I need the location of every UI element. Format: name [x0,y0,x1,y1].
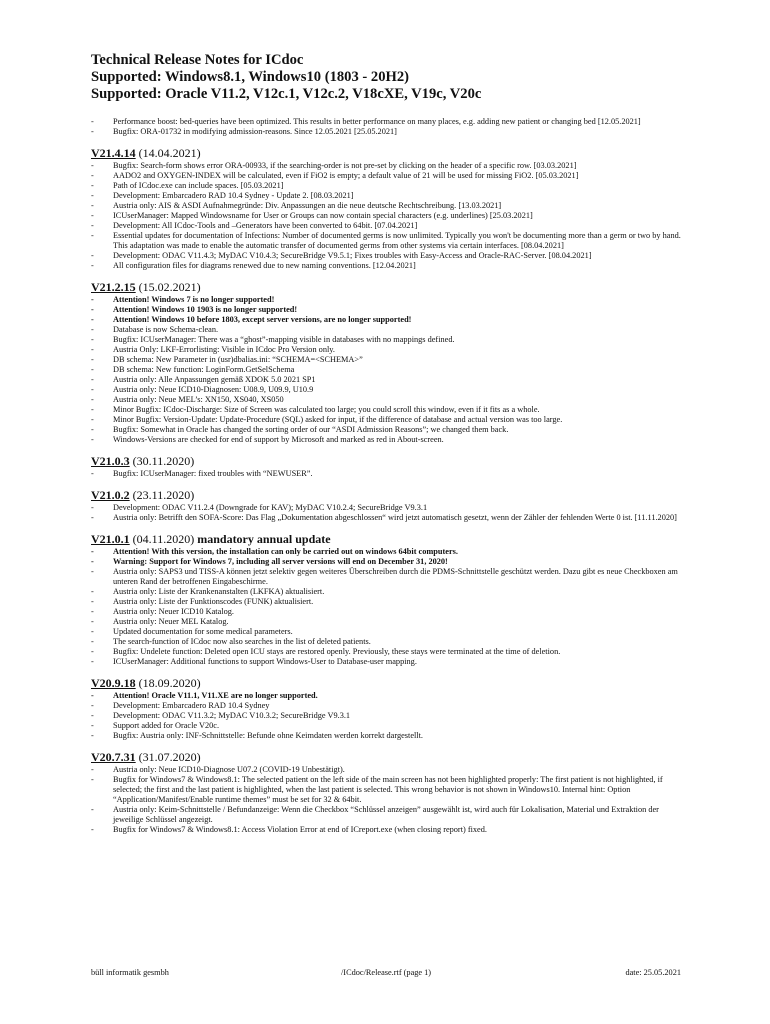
title-line: Supported: Oracle V11.2, V12c.1, V12c.2, V18cXE, V19c, V20c [91,86,482,102]
section-heading [91,532,691,546]
list-item: - Austria only: SAPS3 und TISS-A können jetzt selektiv gegen weiteres Überschreiben durch die PDMS-Schnittstelle geschützt werden. Dazu gibt es neue Checkboxen am unteren Rand der betroffenen Eingabeschirme. [91,567,691,587]
list-item: - Austria only: Betrifft den SOFA-Score: Das Flag „Dokumentation abgeschlossen“ wird jetzt automatisch gesetzt, wenn der Zähler der fehlenden Werte 0 ist. [11.11.2020] [91,513,691,523]
release-section [91,280,691,445]
release-sections [91,146,691,835]
list-item: - Warning: Support for Windows 7, including all server versions will end on December 31, 2020! [91,557,691,567]
list-item: - Attention! Windows 10 before 1803, except server versions, are no longer supported! [91,315,691,325]
list-item: - Development: ODAC V11.3.2; MyDAC V10.3.2; SecureBridge V9.3.1 [91,711,691,721]
list-item: - Attention! Oracle V11.1, V11.XE are no longer supported. [91,691,691,701]
release-date: (15.02.2021) [138,280,201,294]
list-item: - Bugfix for Windows7 & Windows8.1: The selected patient on the left side of the main screen has not been highlighted properly: The first patient is not highlighted, if selected; the first and the last patient is highlighted, when the last patient is selected. This wrong behavior is not shown in Windows10. Internal hint: Option “Application/Manifest/Enable runtime themes” must be set for 32 & 64bit. [91,775,691,805]
list-item: - Essential updates for documentation of Infections: Number of documented germs is now unlimited. Typically you won't be documenting more than a germ or two by hand. This adaptation was made to enable the automatic transfer of documented germs from other systems via certain interfaces. [08.04.2021] [91,231,691,251]
footer-filename: /ICdoc/Release.rtf (page 1) [341,968,432,977]
list-item: - Bugfix: ORA-01732 in modifying admission-reasons. Since 12.05.2021 [25.05.2021] [91,127,691,137]
list-item: - Minor Bugfix: ICdoc-Discharge: Size of Screen was calculated too large; you could scroll this window, even if it fits as a whole. [91,405,691,415]
change-list [91,469,691,479]
release-section [91,532,691,667]
release-date: (31.07.2020) [138,750,201,764]
list-item: - Austria only: Liste der Funktionscodes (FUNK) aktualisiert. [91,597,691,607]
version-number: V21.0.1 [91,532,130,546]
change-list [91,691,691,741]
release-section [91,146,691,271]
section-heading [91,146,691,160]
intro-list [91,117,691,137]
release-date: (18.09.2020) [138,676,201,690]
release-section [91,488,691,523]
list-item: - Bugfix: Undelete function: Deleted open ICU stays are restored openly. Previously, these stays were terminated at the time of deletion. [91,647,691,657]
list-item: - Development: Embarcadero RAD 10.4 Sydney - Update 2. [08.03.2021] [91,191,691,201]
section-heading [91,676,691,690]
change-list [91,503,691,523]
list-item: - Austria only: Neuer MEL Katalog. [91,617,691,627]
list-item: - Bugfix: Somewhat in Oracle has changed the sorting order of our “ASDI Admission Reasons”; we changed them back. [91,425,691,435]
list-item: - DB schema: New Parameter in (usr)dbalias.ini: “SCHEMA=<SCHEMA>” [91,355,691,365]
page-footer [91,968,681,980]
list-item: - Attention! Windows 7 is no longer supported! [91,295,691,305]
list-item: - AADO2 and OXYGEN-INDEX will be calculated, even if FiO2 is empty; a default value of 21 will be used for missing FiO2. [05.03.2021] [91,171,691,181]
list-item: - Austria only: Alle Anpassungen gemäß XDOK 5.0 2021 SP1 [91,375,691,385]
section-heading [91,750,691,764]
release-notes-page [91,52,691,835]
section-heading [91,280,691,294]
change-list [91,161,691,271]
list-item: - Development: Embarcadero RAD 10.4 Sydney [91,701,691,711]
release-date: (23.11.2020) [132,488,195,502]
list-item: - ICUserManager: Mapped Windowsname for User or Groups can now contain special characters (e.g. underlines) [25.03.2021] [91,211,691,221]
version-number: V20.7.31 [91,750,136,764]
list-item: - Development: All ICdoc-Tools and –Generators have been converted to 64bit. [07.04.2021] [91,221,691,231]
release-note-tag: mandatory annual update [197,532,331,546]
list-item: - Attention! Windows 10 1903 is no longer supported! [91,305,691,315]
change-list [91,765,691,835]
list-item: - Bugfix: Austria only: INF-Schnittstelle: Befunde ohne Keimdaten werden korrekt dargestellt. [91,731,691,741]
list-item: - Austria only: Neue ICD10-Diagnose U07.2 (COVID-19 Unbestätigt). [91,765,691,775]
list-item: - Path of ICdoc.exe can include spaces. [05.03.2021] [91,181,691,191]
list-item: - Performance boost: bed-queries have been optimized. This results in better performance on many places, e.g. adding new patient or changing bed [12.05.2021] [91,117,691,127]
release-date: (30.11.2020) [132,454,195,468]
list-item: - ICUserManager: Additional functions to support Windows-User to Database-user mapping. [91,657,691,667]
release-date: (04.11.2020) [132,532,195,546]
list-item: - Development: ODAC V11.2.4 (Downgrade for KAV); MyDAC V10.2.4; SecureBridge V9.3.1 [91,503,691,513]
list-item: - Minor Bugfix: Version-Update: Update-Procedure (SQL) asked for input, if the difference of database and actual version was too large. [91,415,691,425]
list-item: - Updated documentation for some medical parameters. [91,627,691,637]
list-item: - Windows-Versions are checked for end of support by Microsoft and marked as red in About-screen. [91,435,691,445]
list-item: - Bugfix: Search-form shows error ORA-00933, if the searching-order is not pre-set by clicking on the header of a specific row. [03.03.2021] [91,161,691,171]
change-list [91,295,691,445]
list-item: - Bugfix: ICUserManager: fixed troubles with “NEWUSER”. [91,469,691,479]
list-item: - Austria only: Neue ICD10-Diagnosen: U08.9, U09.9, U10.9 [91,385,691,395]
list-item: - Austria Only: LKF-Errorlisting: Visible in ICdoc Pro Version only. [91,345,691,355]
list-item: - Austria only: Neuer ICD10 Katalog. [91,607,691,617]
list-item: - DB schema: New function: LoginForm.GetSelSchema [91,365,691,375]
list-item: - All configuration files for diagrams renewed due to new naming conventions. [12.04.2021] [91,261,691,271]
release-date: (14.04.2021) [138,146,201,160]
release-section [91,750,691,835]
section-heading [91,454,691,468]
version-number: V21.0.2 [91,488,130,502]
release-section [91,454,691,479]
list-item: - Austria only: Keim-Schnittstelle / Befundanzeige: Wenn die Checkbox “Schlüssel anzeigen” ausgewählt ist, wird auch für Lokalisation, Material und Extraktion der jeweilige Schlüssel angezeigt. [91,805,691,825]
section-heading [91,488,691,502]
list-item: - Database is now Schema-clean. [91,325,691,335]
footer-date: date: 25.05.2021 [625,968,681,977]
version-number: V21.0.3 [91,454,130,468]
version-number: V21.2.15 [91,280,136,294]
list-item: - Support added for Oracle V20c. [91,721,691,731]
document-title [91,52,691,103]
footer-company: büll informatik gesmbh [91,968,169,977]
release-section [91,676,691,741]
list-item: - Austria only: Liste der Krankenanstalten (LKFKA) aktualisiert. [91,587,691,597]
title-line: Technical Release Notes for ICdoc [91,52,304,68]
title-line: Supported: Windows8.1, Windows10 (1803 - 20H2) [91,69,410,85]
change-list [91,547,691,667]
version-number: V21.4.14 [91,146,136,160]
list-item: - Attention! With this version, the installation can only be carried out on windows 64bit computers. [91,547,691,557]
list-item: - The search-function of ICdoc now also searches in the list of deleted patients. [91,637,691,647]
list-item: - Development: ODAC V11.4.3; MyDAC V10.4.3; SecureBridge V9.5.1; Fixes troubles with Easy-Access and Oracle-RAC-Server. [08.04.2021] [91,251,691,261]
list-item: - Austria only: AIS & ASDI Aufnahmegründe: Div. Anpassungen an die neue deutsche Rechtschreibung. [13.03.2021] [91,201,691,211]
list-item: - Bugfix for Windows7 & Windows8.1: Access Violation Error at end of ICreport.exe (when closing report) fixed. [91,825,691,835]
version-number: V20.9.18 [91,676,136,690]
list-item: - Austria only: Neue MEL’s: XN150, XS040, XS050 [91,395,691,405]
list-item: - Bugfix: ICUserManager: There was a “ghost”-mapping visible in databases with no mappings defined. [91,335,691,345]
